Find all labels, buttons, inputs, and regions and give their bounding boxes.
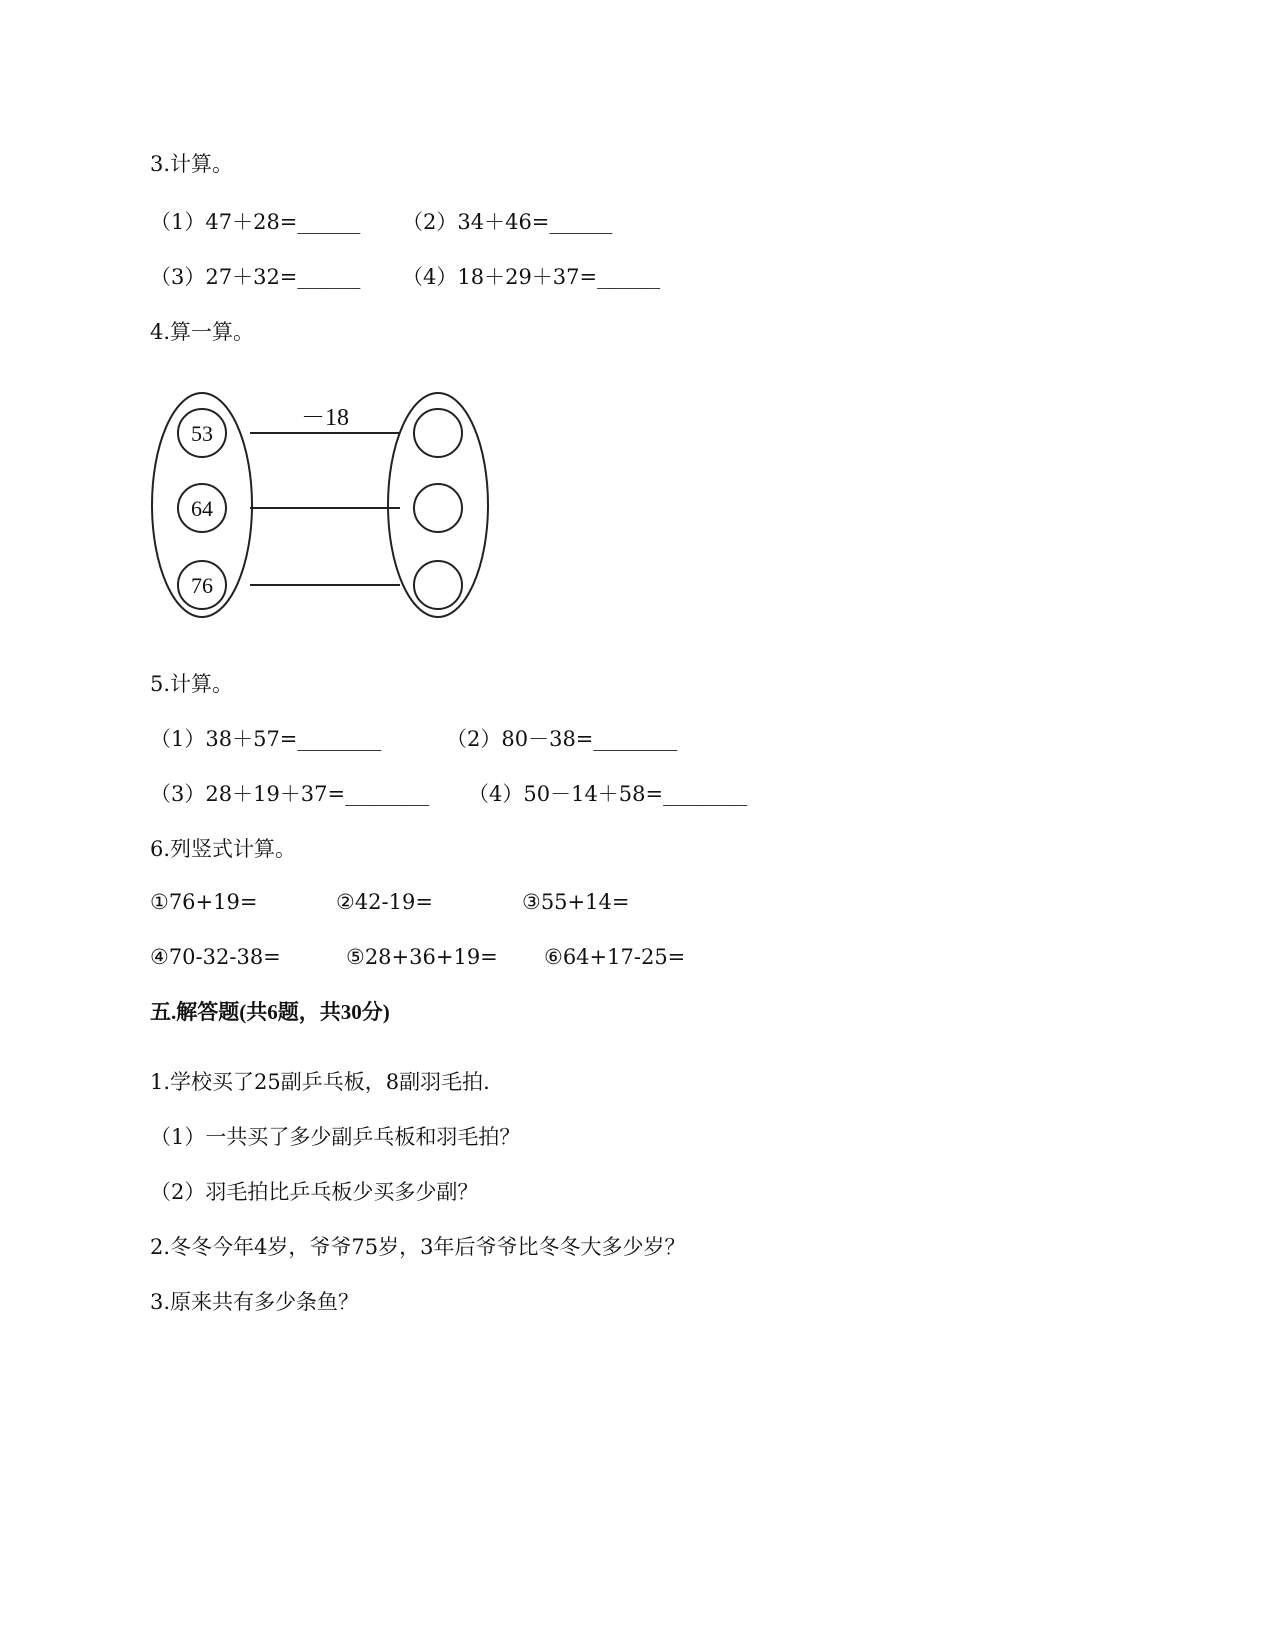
q6-item-3: ③55+14= [522, 890, 630, 914]
q3-item-1: （1）47＋28=______ [150, 210, 361, 234]
output-circle-3[interactable] [414, 561, 462, 609]
q6-title: 6.列竖式计算。 [150, 837, 297, 861]
q5-title: 5.计算。 [150, 672, 234, 696]
q6-item-4: ④70-32-38= [150, 945, 281, 969]
q5-item-1: （1）38＋57=________ [150, 727, 382, 751]
q3-item-3: （3）27＋32=______ [150, 265, 361, 289]
problem-1: 1.学校买了25副乒乓板，8副羽毛拍. [150, 1070, 490, 1094]
input-value-2: 64 [191, 496, 213, 521]
q6-item-1: ①76+19= [150, 890, 258, 914]
output-circle-1[interactable] [414, 409, 462, 457]
operator-label: －18 [301, 405, 349, 431]
q3-item-2: （2）34＋46=______ [402, 210, 613, 234]
problem-1-part-2: （2）羽毛拍比乒乓板少买多少副？ [150, 1180, 479, 1204]
input-value-3: 76 [191, 573, 213, 598]
q6-item-2: ②42-19= [336, 890, 433, 914]
problem-3: 3.原来共有多少条鱼？ [150, 1290, 360, 1314]
q5-item-4: （4）50－14＋58=________ [468, 782, 748, 806]
q5-item-3: （3）28＋19＋37=________ [150, 782, 430, 806]
q4-title: 4.算一算。 [150, 320, 255, 344]
section-heading: 五.解答题(共6题，共30分) [150, 1000, 390, 1024]
q3-title: 3.计算。 [150, 152, 234, 176]
problem-2: 2.冬冬今年4岁，爷爷75岁，3年后爷爷比冬冬大多少岁？ [150, 1235, 686, 1259]
problem-1-part-1: （1）一共买了多少副乒乓板和羽毛拍？ [150, 1125, 521, 1149]
q5-item-2: （2）80－38=________ [446, 727, 678, 751]
q6-item-6: ⑥64+17-25= [544, 945, 686, 969]
q6-item-5: ⑤28+36+19= [346, 945, 498, 969]
input-value-1: 53 [191, 421, 213, 446]
output-circle-2[interactable] [414, 484, 462, 532]
subtraction-diagram [150, 390, 490, 630]
q3-item-4: （4）18＋29＋37=______ [402, 265, 661, 289]
